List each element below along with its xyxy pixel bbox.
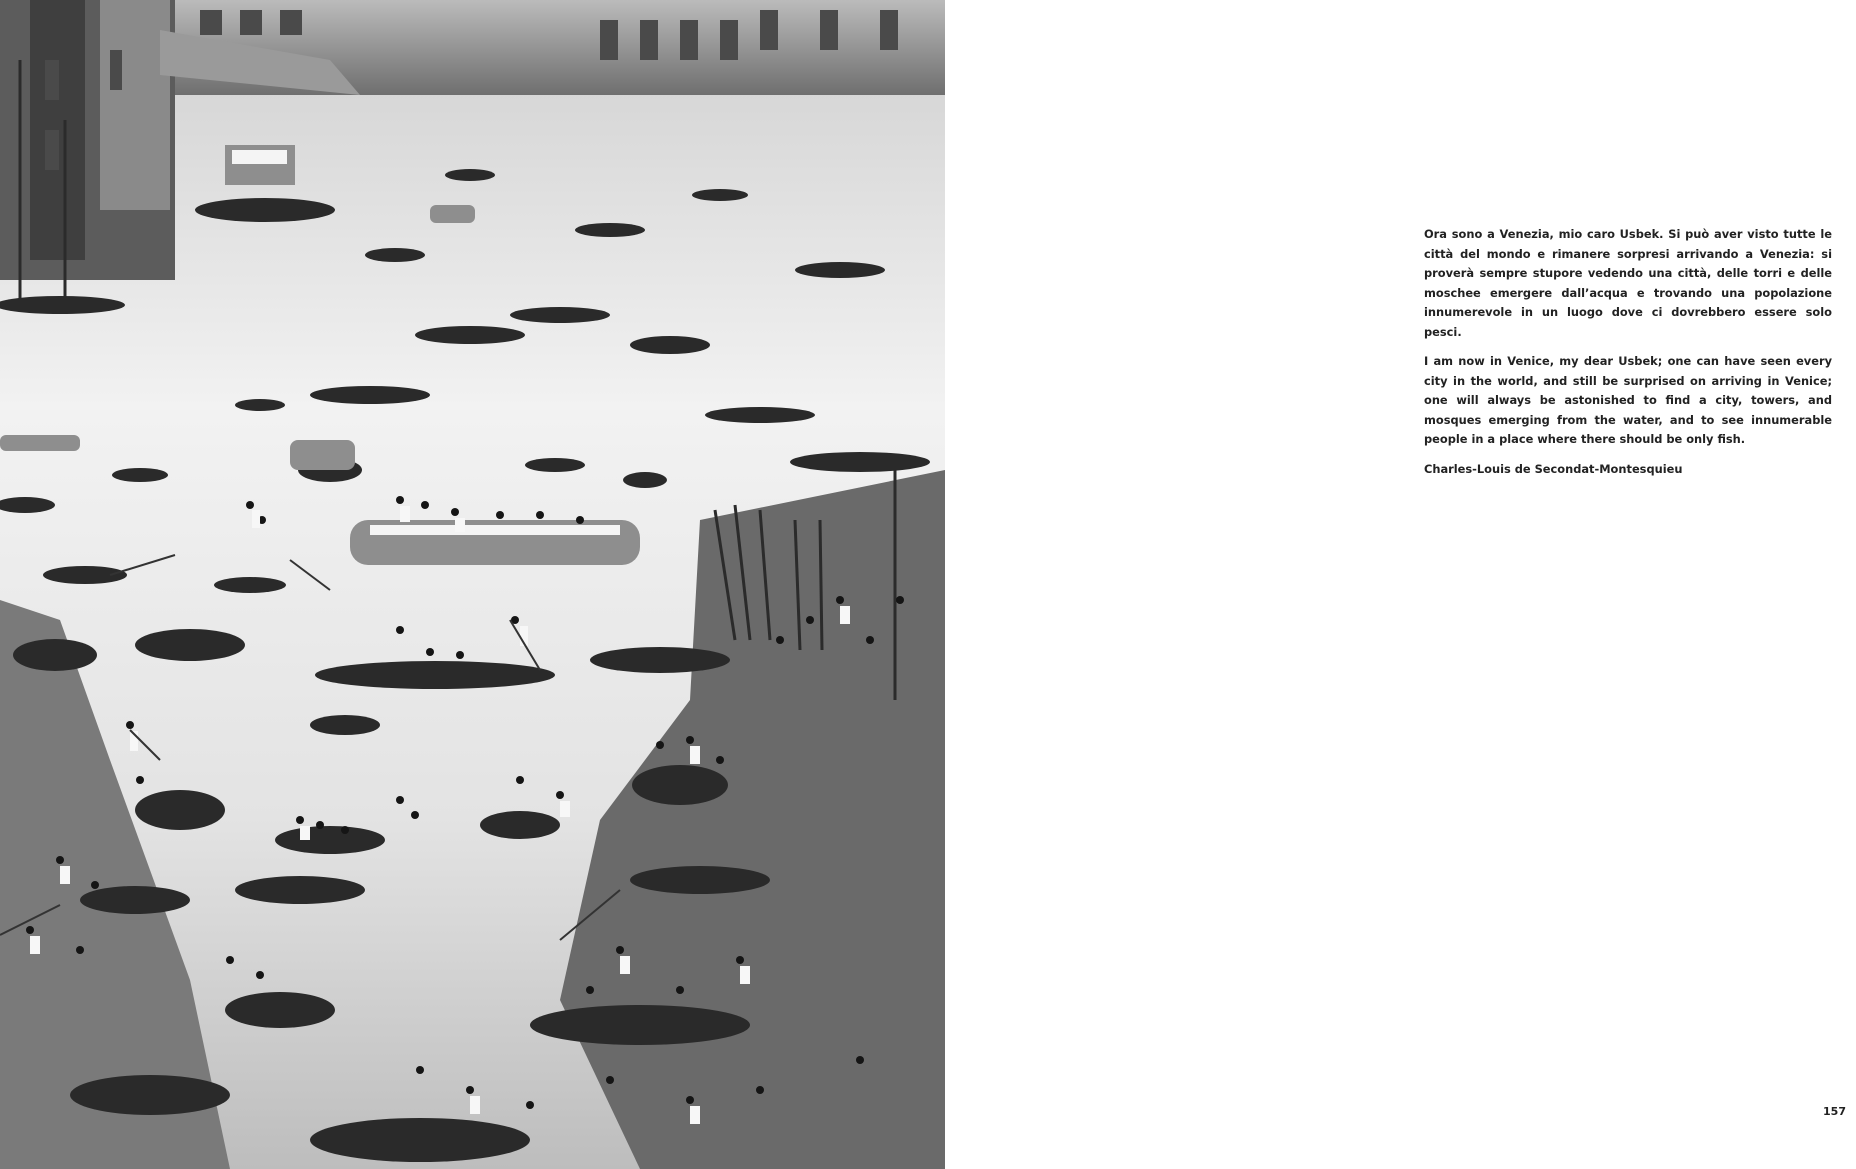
quote-author: Charles-Louis de Secondat-Montesquieu <box>1424 461 1683 476</box>
quote-italian: Ora sono a Venezia, mio caro Usbek. Si può aver visto tutte le città del mondo e rimanere sorpresi arrivando a Venezia: si proverà sempre stupore vedendo una città, delle torri e delle moschee emergere dall’acqua e trovando una popolazione innumerevole in un luogo dove ci dovrebbero essere solo pesci. <box>1424 227 1832 339</box>
quote-english: I am now in Venice, my dear Usbek; one can have seen every city in the world, and still be surprised on arriving in Venice; one will always be astonished to find a city, towers, and mosques emerging from the water, and to see innumerable people in a place where there should be only fish. <box>1424 354 1832 446</box>
page-number: 157 <box>1823 1105 1846 1118</box>
quote-block <box>1424 225 1832 489</box>
